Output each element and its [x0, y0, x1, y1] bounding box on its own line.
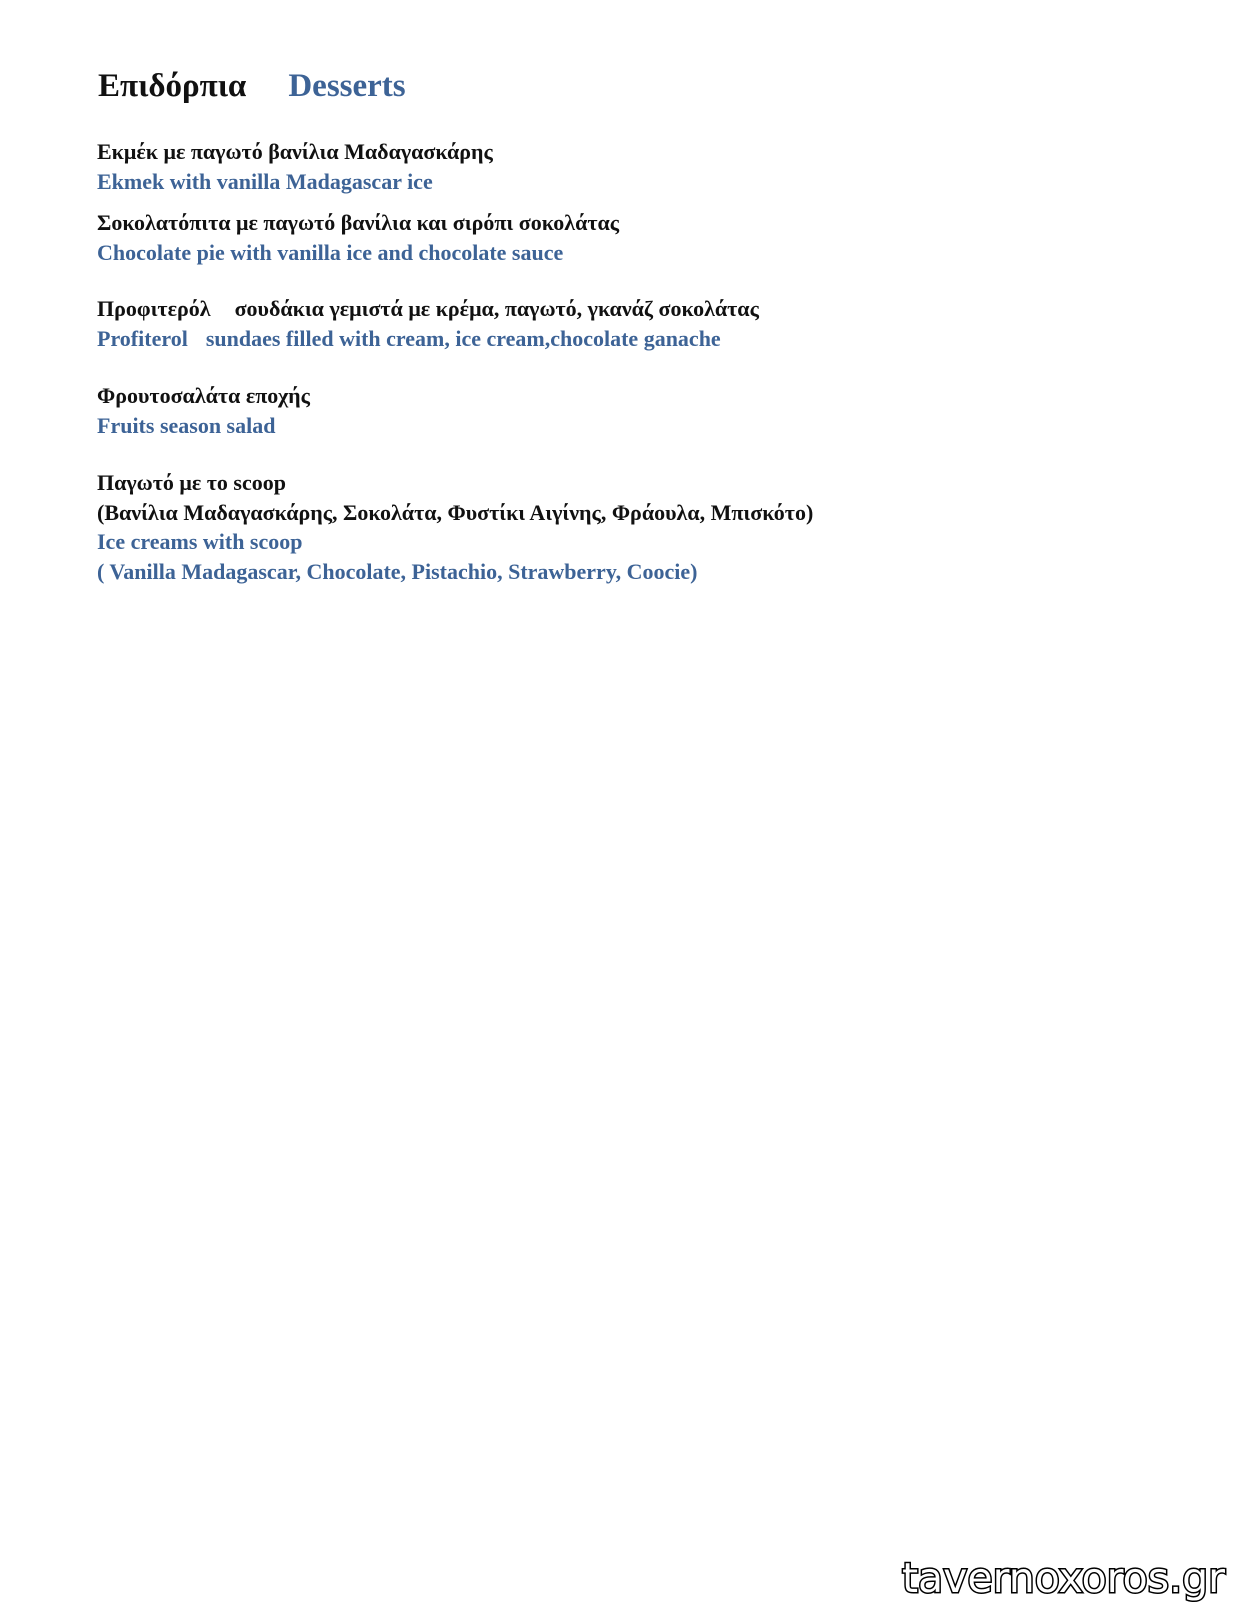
- item-greek-flavors: (Βανίλια Μαδαγασκάρης, Σοκολάτα, Φυστίκι Αιγίνης, Φράουλα, Μπισκότο): [97, 499, 814, 525]
- item-english-line: [97, 324, 759, 354]
- item-greek-name: Εκμέκ με παγωτό βανίλια Μαδαγασκάρης: [97, 139, 493, 164]
- item-greek-name: Παγωτό με το scoop: [97, 470, 286, 495]
- item-english-name: Ice creams with scoop: [97, 529, 303, 554]
- item-greek-description: σουδάκια γεμιστά με κρέμα, παγωτό, γκανάζ σοκολάτας: [234, 296, 759, 321]
- item-english-description: sundaes filled with cream, ice cream,chocolate ganache: [205, 325, 721, 351]
- heading-english: Desserts: [288, 68, 406, 104]
- item-english-name: Profiterol: [97, 325, 188, 351]
- item-english-name: Chocolate pie with vanilla ice and chocolate sauce: [97, 239, 564, 265]
- item-english-name: Ekmek with vanilla Madagascar ice: [97, 168, 433, 194]
- dessert-item-fruit-salad: [97, 381, 310, 440]
- heading-greek: Επιδόρπια: [98, 68, 247, 104]
- dessert-item-profiterol: [97, 294, 759, 353]
- item-greek-name: Σοκολατόπιτα με παγωτό βανίλια και σιρόπι σοκολάτας: [97, 210, 620, 235]
- item-english-flavors: ( Vanilla Madagascar, Chocolate, Pistachio, Strawberry, Coocie): [97, 558, 698, 584]
- dessert-item-ice-cream: [97, 468, 813, 586]
- dessert-item-chocolate-pie: [97, 208, 619, 267]
- site-watermark: tavernoxoros.gr: [901, 1554, 1225, 1602]
- item-greek-name: Προφιτερόλ: [97, 296, 211, 321]
- menu-heading: [98, 68, 406, 105]
- dessert-item-ekmek: [97, 137, 493, 196]
- item-greek-line: [97, 294, 759, 324]
- item-greek-name: Φρουτοσαλάτα εποχής: [97, 383, 310, 408]
- item-english-name: Fruits season salad: [97, 412, 276, 438]
